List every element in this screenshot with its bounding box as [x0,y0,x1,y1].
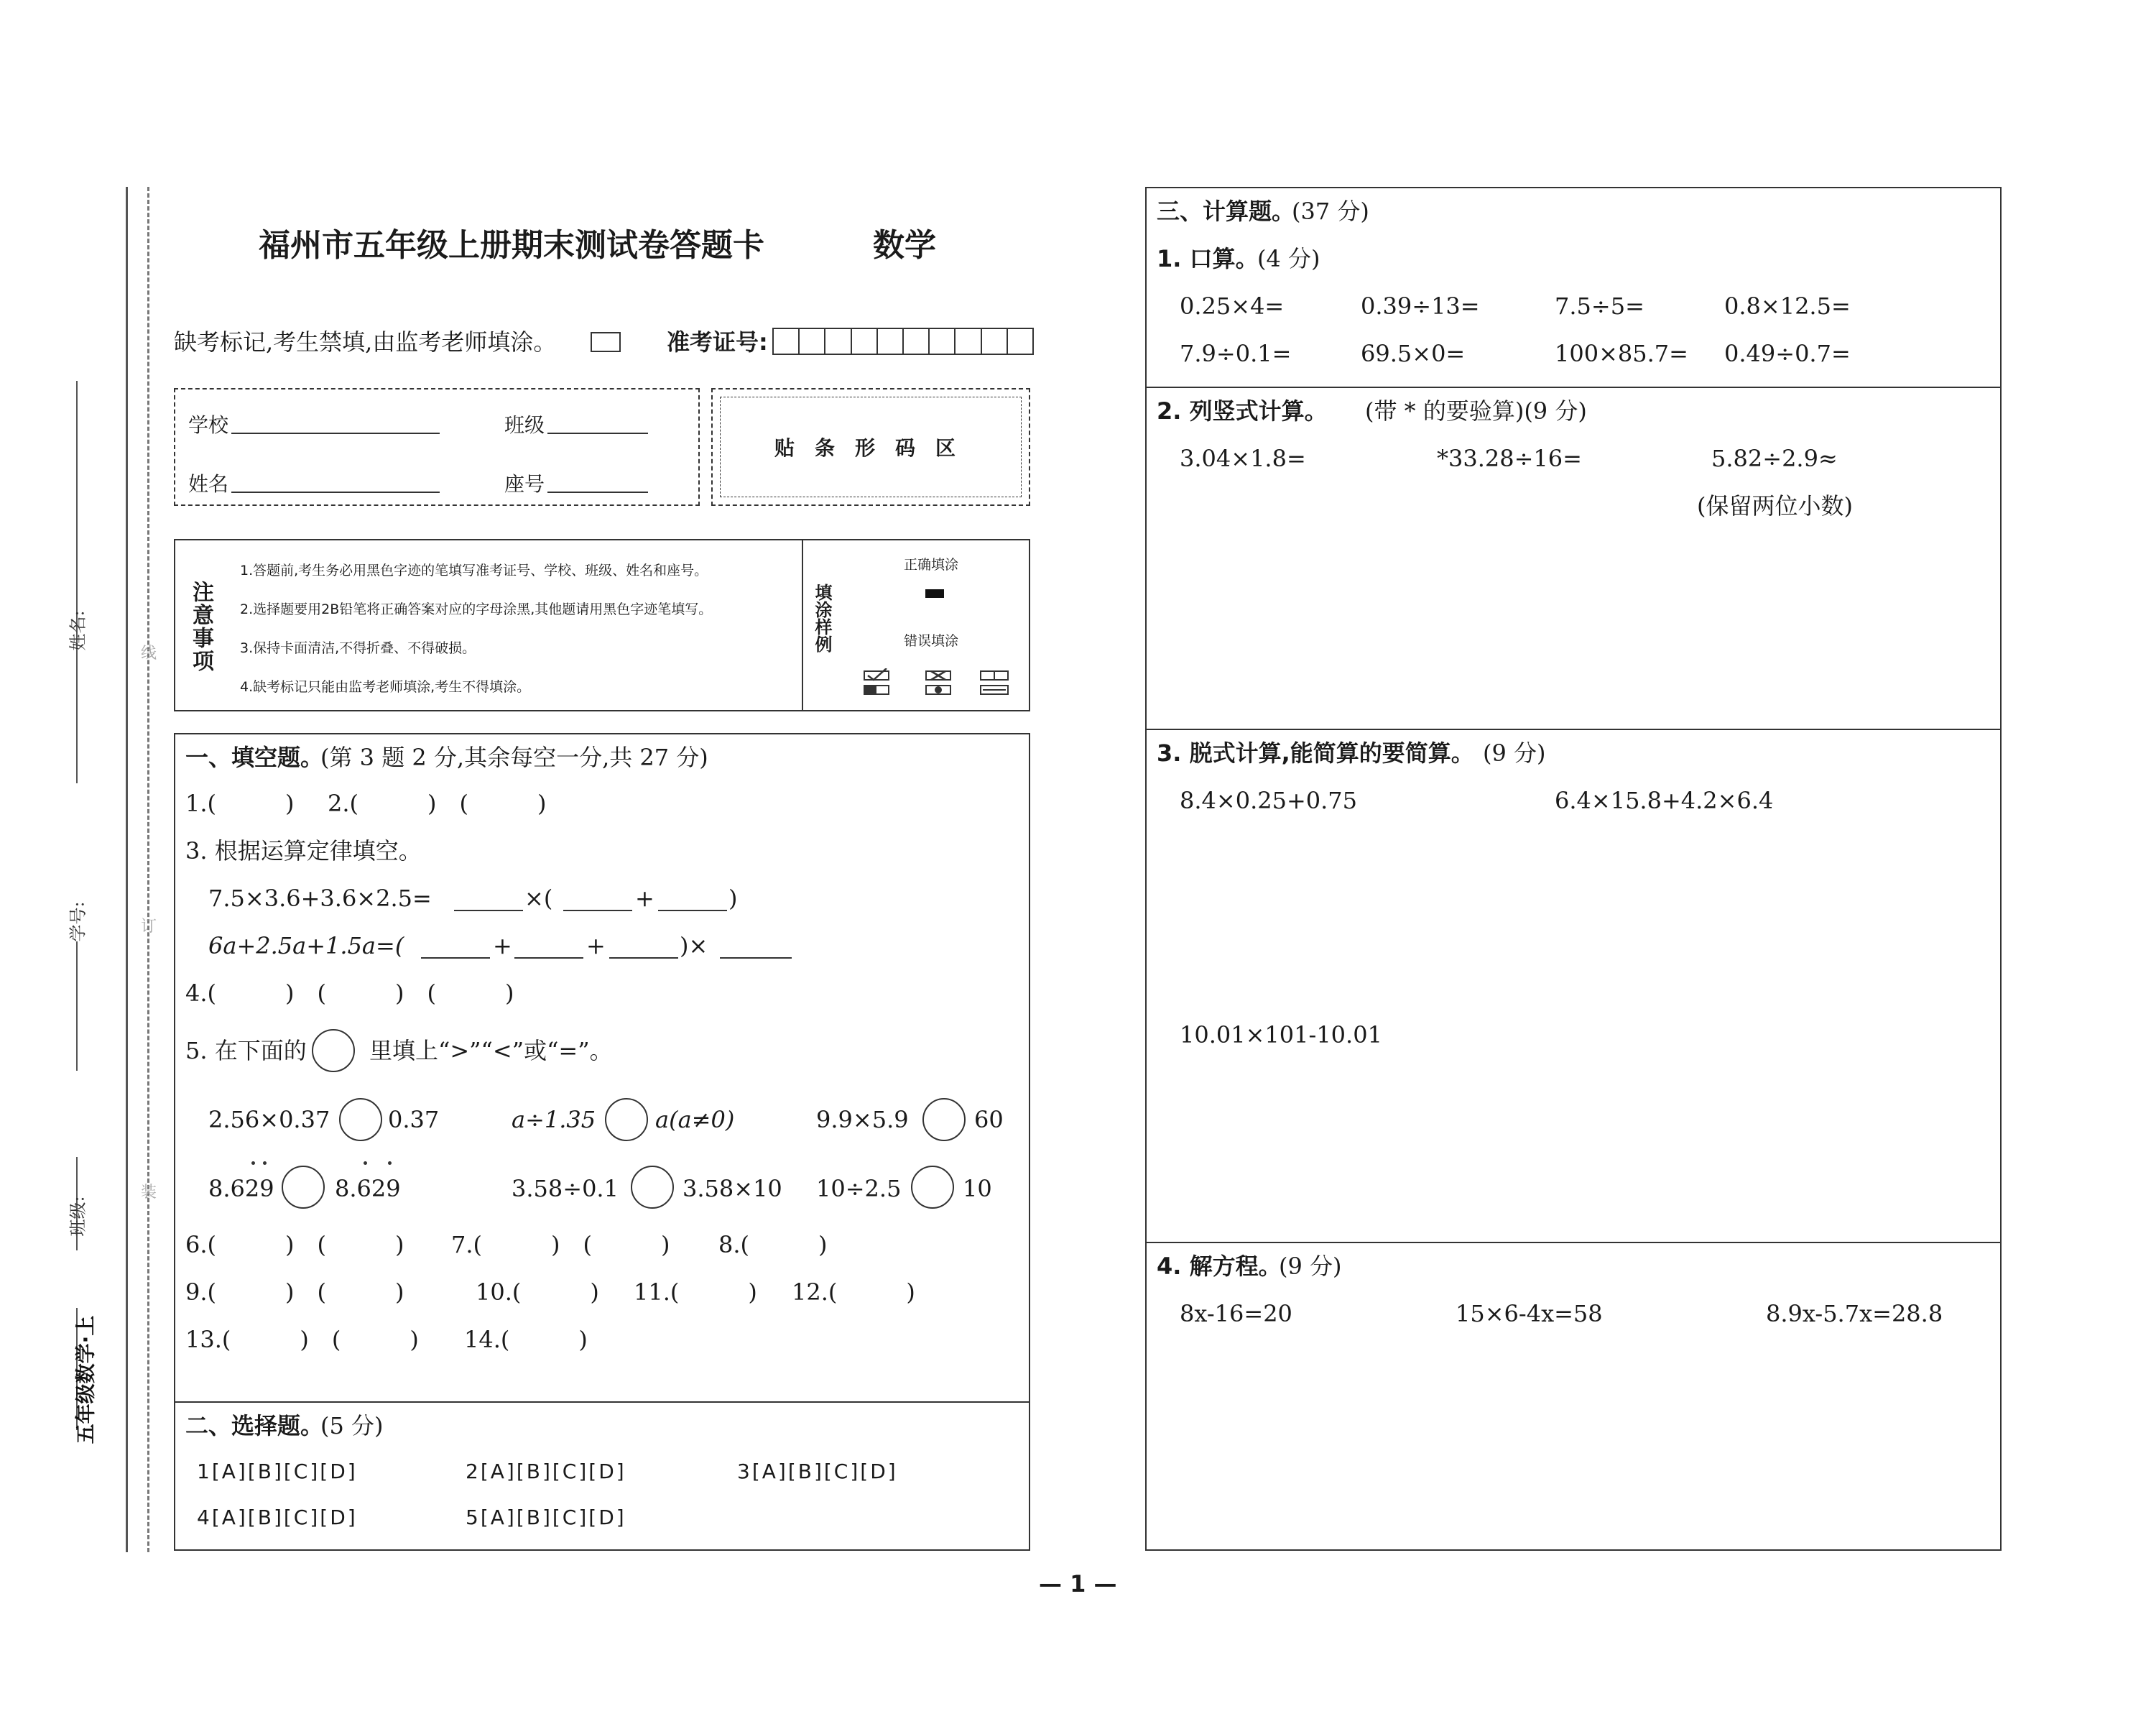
cmp5-left: 3.58÷0.1 [512,1175,619,1202]
oral-item[interactable]: 69.5×0= [1361,340,1466,367]
class-label: 班级 [504,413,545,437]
binding-line-left [126,187,128,1552]
vertical-score: (带 * 的要验算)(9 分) [1365,397,1587,425]
equation-heading: 4. 解方程。 [1157,1253,1282,1280]
cmp3-circle[interactable] [922,1098,966,1141]
q7-blanks[interactable]: 7.( ) ( ) [451,1231,670,1258]
choice-q4[interactable]: 4[A][B][C][D] [197,1506,358,1529]
step-score: (9 分) [1483,739,1546,767]
oral-item[interactable]: 0.39÷13= [1361,292,1480,320]
repeat-dot [388,1161,392,1165]
wrong-fill-cross-icon [925,668,951,697]
vertical-note: (保留两位小数) [1697,492,1853,520]
calc-divider-3 [1145,1242,2002,1243]
note-item-4: 4.缺考标记只能由监考老师填涂,考生不得填涂。 [240,679,531,695]
cmp6-circle[interactable] [911,1166,954,1209]
binding-line-dashed [147,187,149,1552]
cmp3-left: 9.9×5.9 [816,1106,909,1133]
q8-blank[interactable]: 8.( ) [718,1231,828,1258]
binding-name-line [76,381,78,783]
exam-number-label: 准考证号: [667,328,768,356]
cmp1-right: 0.37 [388,1106,440,1133]
exam-number-grid[interactable] [772,328,1034,355]
cmp2-circle[interactable] [605,1098,648,1141]
vertical-item[interactable]: 5.82÷2.9≈ [1711,445,1838,472]
binding-grade-label: 五年级数学·上 [73,1315,98,1444]
equation-item[interactable]: 15×6-4x=58 [1456,1300,1603,1327]
cmp4-circle[interactable] [282,1166,325,1209]
equation-item[interactable]: 8x-16=20 [1180,1300,1292,1327]
oral-heading: 1. 口算。 [1157,245,1259,272]
binding-class-label: 班级: [68,1196,88,1237]
oral-item[interactable]: 0.25×4= [1180,292,1285,320]
page-title: 福州市五年级上册期末测试卷答题卡 [259,227,764,264]
q3b-blank-4[interactable] [720,957,792,959]
wrong-fill-label: 错误填涂 [904,633,959,649]
school-label: 学校 [188,413,229,437]
q3b-blank-2[interactable] [514,957,583,959]
vertical-heading: 2. 列竖式计算。 [1157,397,1328,425]
step-item[interactable]: 10.01×101-10.01 [1180,1021,1382,1048]
binding-studentno-label: 学号: [68,901,88,942]
oral-item[interactable]: 7.5÷5= [1555,292,1644,320]
section2-heading: 二、选择题。 [185,1412,324,1439]
q3b-blank-3[interactable] [609,957,678,959]
school-field[interactable] [231,433,440,434]
section1-score: (第 3 题 2 分,其余每空一分,共 27 分) [320,744,708,771]
repeat-dot [251,1161,255,1165]
wrong-fill-check-icon [864,668,889,697]
notes-title: 注意事项 [188,581,213,673]
absent-mark-text: 缺考标记,考生禁填,由监考老师填涂。 [174,328,557,356]
choice-q5[interactable]: 5[A][B][C][D] [466,1506,626,1529]
subject-title: 数学 [873,227,936,264]
note-item-2: 2.选择题要用2B铅笔将正确答案对应的字母涂黑,其他题请用黑色字迹笔填写。 [240,601,713,617]
wrong-fill-line-icon [980,668,1009,697]
q2-blanks[interactable]: 2.( ) ( ) [328,790,547,817]
class-field[interactable] [547,433,648,434]
q3a-blank-2[interactable] [563,910,632,911]
equation-score: (9 分) [1279,1253,1342,1280]
seat-field[interactable] [547,492,648,493]
q5-suffix: 里填上“>”“<”或“=”。 [369,1037,613,1064]
q3a-mid2: + [635,885,654,912]
q3b-end: )× [680,932,708,959]
cmp6-right: 10 [963,1175,992,1202]
binding-ding-char: 订 [141,918,157,936]
oral-score: (4 分) [1257,245,1320,272]
q3b-plus1: + [493,932,512,959]
q3a-blank-1[interactable] [454,910,523,911]
oral-item[interactable]: 0.8×12.5= [1724,292,1851,320]
q5-prefix: 5. 在下面的 [185,1037,307,1064]
binding-line-char: 线 [141,645,157,663]
equation-item[interactable]: 8.9x-5.7x=28.8 [1766,1300,1943,1327]
binding-name-label: 姓名: [68,610,88,651]
seat-label: 座号 [504,472,545,496]
vertical-item[interactable]: 3.04×1.8= [1180,445,1306,472]
q11-blank[interactable]: 11.( ) [634,1278,757,1306]
binding-zhuang-char: 装 [141,1184,157,1202]
q3-title: 3. 根据运算定律填空。 [185,837,422,864]
student-info-box [174,388,700,506]
absent-mark-box[interactable] [591,332,621,352]
q13-blanks[interactable]: 13.( ) ( ) [185,1326,419,1353]
q3a-end: ) [728,885,738,912]
q6-blanks[interactable]: 6.( ) ( ) [185,1231,404,1258]
q4-blanks[interactable]: 4.( ) ( ) ( ) [185,979,514,1007]
note-item-3: 3.保持卡面清洁,不得折叠、不得破损。 [240,640,476,656]
cmp5-circle[interactable] [631,1166,674,1209]
step-item[interactable]: 6.4×15.8+4.2×6.4 [1555,787,1774,814]
note-item-1: 1.答题前,考生务必用黑色字迹的笔填写准考证号、学校、班级、姓名和座号。 [240,563,708,578]
q10-blank[interactable]: 10.( ) [476,1278,599,1306]
section3-score: (37 分) [1292,198,1369,225]
vertical-item[interactable]: *33.28÷16= [1437,445,1582,472]
repeat-dot [364,1161,367,1165]
cmp2-right: a(a≠0) [655,1106,735,1133]
q9-blanks[interactable]: 9.( ) ( ) [185,1278,404,1306]
q3b-blank-1[interactable] [421,957,490,959]
fill-example-title: 填涂样例 [812,584,832,653]
q1-blank[interactable]: 1.( ) [185,790,295,817]
calc-divider-2 [1145,729,2002,730]
section3-heading: 三、计算题。 [1157,198,1295,225]
notes-divider [802,539,803,711]
oral-item[interactable]: 7.9÷0.1= [1180,340,1292,367]
correct-fill-label: 正确填涂 [904,557,959,573]
barcode-label: 贴 条 形 码 区 [774,436,956,460]
choice-q2[interactable]: 2[A][B][C][D] [466,1460,626,1483]
step-item[interactable]: 8.4×0.25+0.75 [1180,787,1358,814]
q3a-left: 7.5×3.6+3.6×2.5= [208,885,432,912]
oral-item[interactable]: 0.49÷0.7= [1724,340,1851,367]
q3b-plus2: + [586,932,606,959]
section-calc-box [1145,187,2002,1551]
q3a-blank-3[interactable] [658,910,727,911]
q3b-left: 6a+2.5a+1.5a=( [208,932,404,959]
cmp2-left: a÷1.35 [512,1106,596,1133]
cmp4-left: 8.629 [208,1175,274,1202]
step-heading: 3. 脱式计算,能简算的要简算。 [1157,739,1474,767]
calc-divider-1 [1145,387,2002,388]
name-field[interactable] [231,492,440,493]
cmp4-right: 8.629 [335,1175,401,1202]
choice-q3[interactable]: 3[A][B][C][D] [737,1460,898,1483]
repeat-dot [263,1161,267,1165]
cmp1-circle[interactable] [339,1098,382,1141]
section1-heading: 一、填空题。 [185,744,324,771]
q3a-mid1: ×( [524,885,553,912]
name-label: 姓名 [188,472,229,496]
page-number: — 1 — [1039,1570,1117,1597]
cmp1-left: 2.56×0.37 [208,1106,330,1133]
cmp6-left: 10÷2.5 [816,1175,902,1202]
q14-blank[interactable]: 14.( ) [464,1326,588,1353]
binding-studentno-line [76,941,78,1071]
choice-q1[interactable]: 1[A][B][C][D] [197,1460,358,1483]
correct-fill-mark [925,589,944,598]
cmp5-right: 3.58×10 [683,1175,782,1202]
cmp3-right: 60 [974,1106,1004,1133]
section2-score: (5 分) [320,1412,384,1439]
q12-blank[interactable]: 12.( ) [792,1278,915,1306]
oral-item[interactable]: 100×85.7= [1555,340,1688,367]
q5-circle-example [312,1029,355,1072]
